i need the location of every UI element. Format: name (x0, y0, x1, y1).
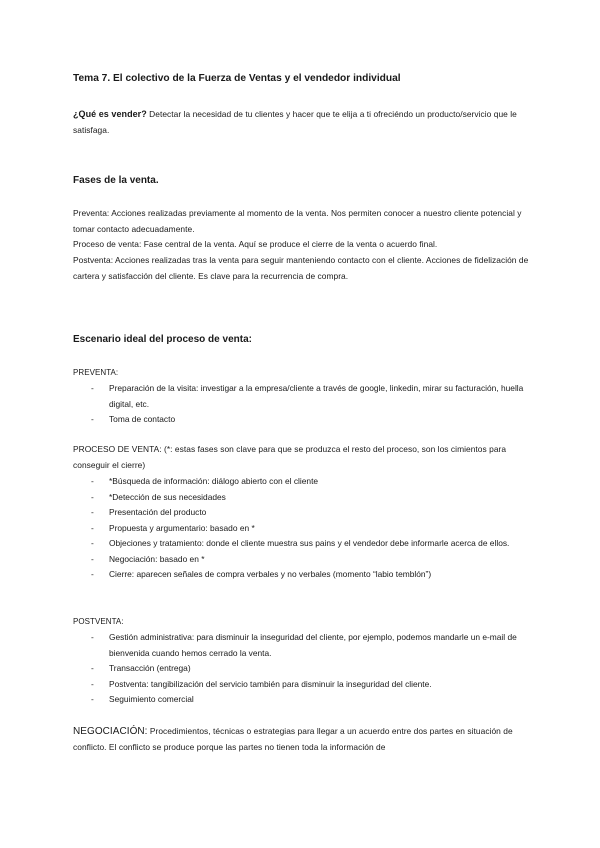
postventa-list (73, 630, 533, 708)
list-item: - Presentación del producto (73, 505, 533, 521)
list-item: - Propuesta y argumentario: basado en * (73, 521, 533, 537)
que-es-vender-paragraph (73, 107, 533, 138)
list-item: - *Búsqueda de información: diálogo abierto con el cliente (73, 474, 533, 490)
preventa-list (73, 381, 533, 428)
proceso-label: PROCESO DE VENTA: (*: estas fases son clave para que se produzca el resto del proceso, son los cimientos para conseguir el cierre) (73, 444, 507, 470)
que-es-vender-question: ¿Qué es vender? (73, 109, 147, 119)
negociacion-text: Procedimientos, técnicas o estrategias para llegar a un acuerdo entre dos partes en situación de conflicto. El conflicto se produce porque las partes no tienen toda la información de (73, 726, 513, 752)
list-item: - *Detección de sus necesidades (73, 490, 533, 506)
postventa-label: POSTVENTA: (73, 617, 124, 626)
list-item: - Objeciones y tratamiento: donde el cliente muestra sus pains y el vendedor debe informarle acerca de ellos. (73, 536, 533, 552)
list-item: - Negociación: basado en * (73, 552, 533, 568)
negociacion-term: NEGOCIACIÓN: (73, 726, 148, 737)
list-item: - Seguimiento comercial (73, 692, 533, 708)
list-item: - Postventa: tangibilización del servicio también para disminuir la inseguridad del cliente. (73, 677, 533, 693)
que-es-vender-answer: Detectar la necesidad de tu clientes y hacer que te elija a ti ofreciéndo un producto/servicio que le satisfaga. (73, 109, 517, 135)
fase-postventa-text: Postventa: Acciones realizadas tras la venta para seguir manteniendo contacto con el cliente. Acciones de fidelización de cartera y satisfacción del cliente. Es clave para la recurrencia de compra. (73, 255, 529, 281)
proceso-list (73, 474, 533, 583)
fases-heading: Fases de la venta. (73, 175, 159, 186)
fase-proceso-text: Proceso de venta: Fase central de la venta. Aquí se produce el cierre de la venta o acuerdo final. (73, 239, 438, 249)
negociacion-paragraph (73, 724, 533, 755)
list-item: - Cierre: aparecen señales de compra verbales y no verbales (momento “labio temblón”) (73, 567, 533, 583)
list-item: - Preparación de la visita: investigar a la empresa/cliente a través de google, linkedin, mirar su facturación, huella digital, etc. (73, 381, 533, 412)
preventa-label: PREVENTA: (73, 368, 119, 377)
list-item: - Transacción (entrega) (73, 661, 533, 677)
fase-preventa-text: Preventa: Acciones realizadas previamente al momento de la venta. Nos permiten conocer a nuestro cliente potencial y tomar contacto adecuadamente. (73, 208, 522, 234)
list-item: - Gestión administrativa: para disminuir la inseguridad del cliente, por ejemplo, podemos mandarle un e-mail de bienvenida cuando hemos cerrado la venta. (73, 630, 533, 661)
list-item: - Toma de contacto (73, 412, 533, 428)
escenario-heading: Escenario ideal del proceso de venta: (73, 334, 252, 345)
document-title: Tema 7. El colectivo de la Fuerza de Ventas y el vendedor individual (73, 73, 401, 84)
